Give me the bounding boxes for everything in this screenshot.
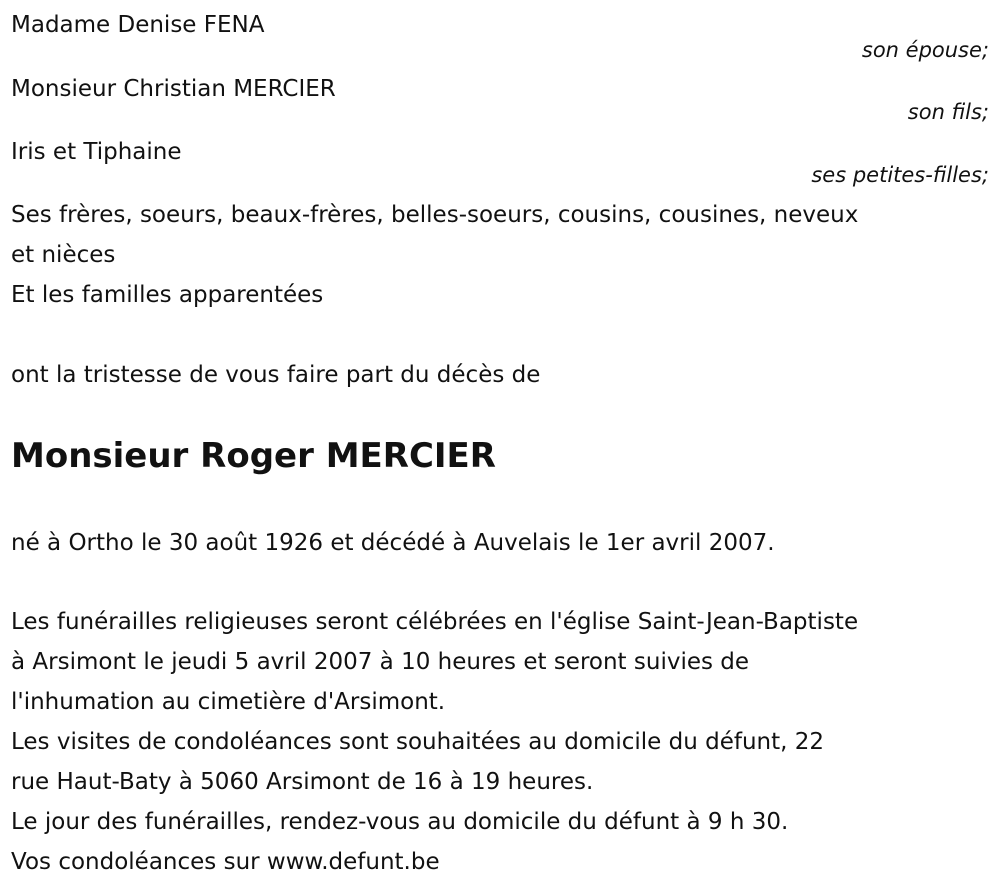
condolence-visit-line: rue Haut-Baty à 5060 Arsimont de 16 à 19 heures. xyxy=(11,769,594,795)
condolences-website-line: Vos condoléances sur www.defunt.be xyxy=(11,849,440,875)
family-member-name: Madame Denise FENA xyxy=(11,12,265,38)
family-member-name: Monsieur Christian MERCIER xyxy=(11,76,336,102)
family-member-relation: son fils; xyxy=(907,100,989,124)
relatives-line: et nièces xyxy=(11,242,116,268)
meeting-line: Le jour des funérailles, rendez-vous au domicile du défunt à 9 h 30. xyxy=(11,809,789,835)
funeral-line: Les funérailles religieuses seront célébrées en l'église Saint-Jean-Baptiste xyxy=(11,609,859,635)
funeral-line: à Arsimont le jeudi 5 avril 2007 à 10 heures et seront suivies de xyxy=(11,649,750,675)
families-line: Et les familles apparentées xyxy=(11,282,324,308)
announcement-text: ont la tristesse de vous faire part du décès de xyxy=(11,362,541,388)
family-member-name: Iris et Tiphaine xyxy=(11,139,182,165)
birth-death-text: né à Ortho le 30 août 1926 et décédé à Auvelais le 1er avril 2007. xyxy=(11,530,775,556)
condolence-visit-line: Les visites de condoléances sont souhaitées au domicile du défunt, 22 xyxy=(11,729,825,755)
relatives-line: Ses frères, soeurs, beaux-frères, belles-soeurs, cousins, cousines, neveux xyxy=(11,202,859,228)
deceased-name: Monsieur Roger MERCIER xyxy=(11,436,496,476)
family-member-relation: ses petites-filles; xyxy=(811,163,989,187)
family-member-relation: son épouse; xyxy=(861,38,989,62)
funeral-line: l'inhumation au cimetière d'Arsimont. xyxy=(11,689,446,715)
